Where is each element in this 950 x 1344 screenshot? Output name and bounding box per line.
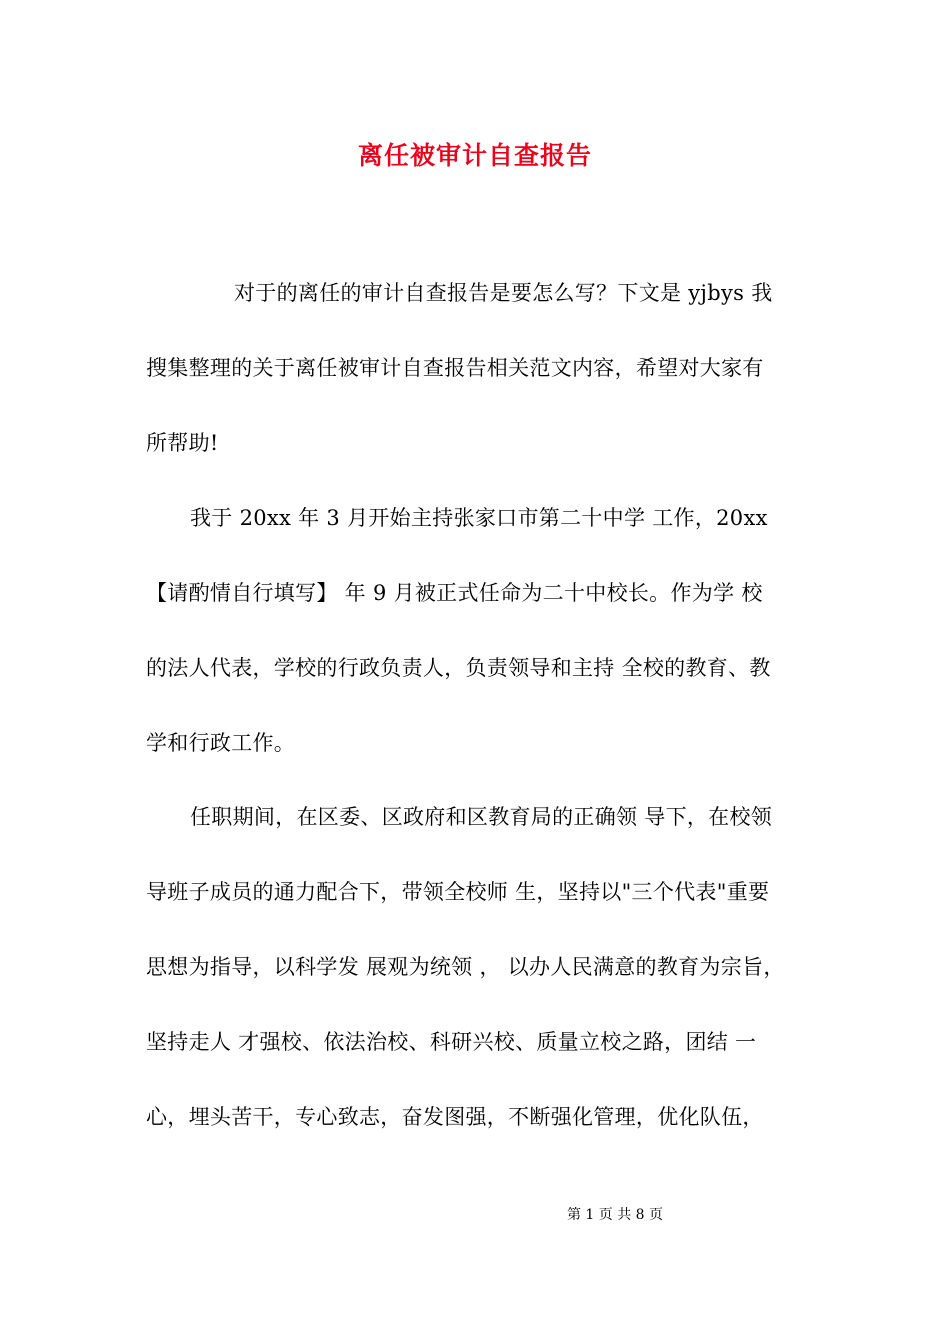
paragraph-line: 【请酌情自行填写】 年 9 月被正式任命为二十中校长。作为学 校 [146,581,763,605]
paragraph-line: 我于 20xx 年 3 月开始主持张家口市第二十中学 工作，20xx [190,506,768,530]
paragraph-line: 任职期间，在区委、区政府和区教育局的正确领 导下，在校领 [190,805,773,829]
paragraph-intro [146,256,816,481]
paragraph-line: 坚持走人 才强校、依法治校、科研兴校、质量立校之路，团结 一 [146,1030,757,1054]
paragraph-line: 心，埋头苦干，专心致志，奋发图强，不断强化管理，优化队伍， [146,1105,764,1129]
page-number-footer: 第 1 页 共 8 页 [566,1207,664,1223]
paragraph-line: 对于的离任的审计自查报告是要怎么写？下文是 yjbys 我 [234,281,773,305]
paragraph-line-first [146,481,816,556]
paragraph-line: 导班子成员的通力配合下，带领全校师 生，坚持以"三个代表"重要 [146,880,770,904]
document-title: 离任被审计自查报告 [357,141,592,170]
paragraph-line: 所帮助! [146,431,219,455]
paragraph-appointment [146,481,816,781]
paragraph-line: 的法人代表，学校的行政负责人，负责领导和主持 全校的教育、教 [146,656,771,680]
paragraph-tenure [146,780,816,1155]
paragraph-line: 搜集整理的关于离任被审计自查报告相关范文内容，希望对大家有 [146,356,764,380]
paragraph-line-first [146,780,816,855]
paragraph-line: 思想为指导，以科学发 展观为统领 ， 以办人民满意的教育为宗旨， [146,955,785,979]
paragraph-line: 学和行政工作。 [146,731,296,755]
